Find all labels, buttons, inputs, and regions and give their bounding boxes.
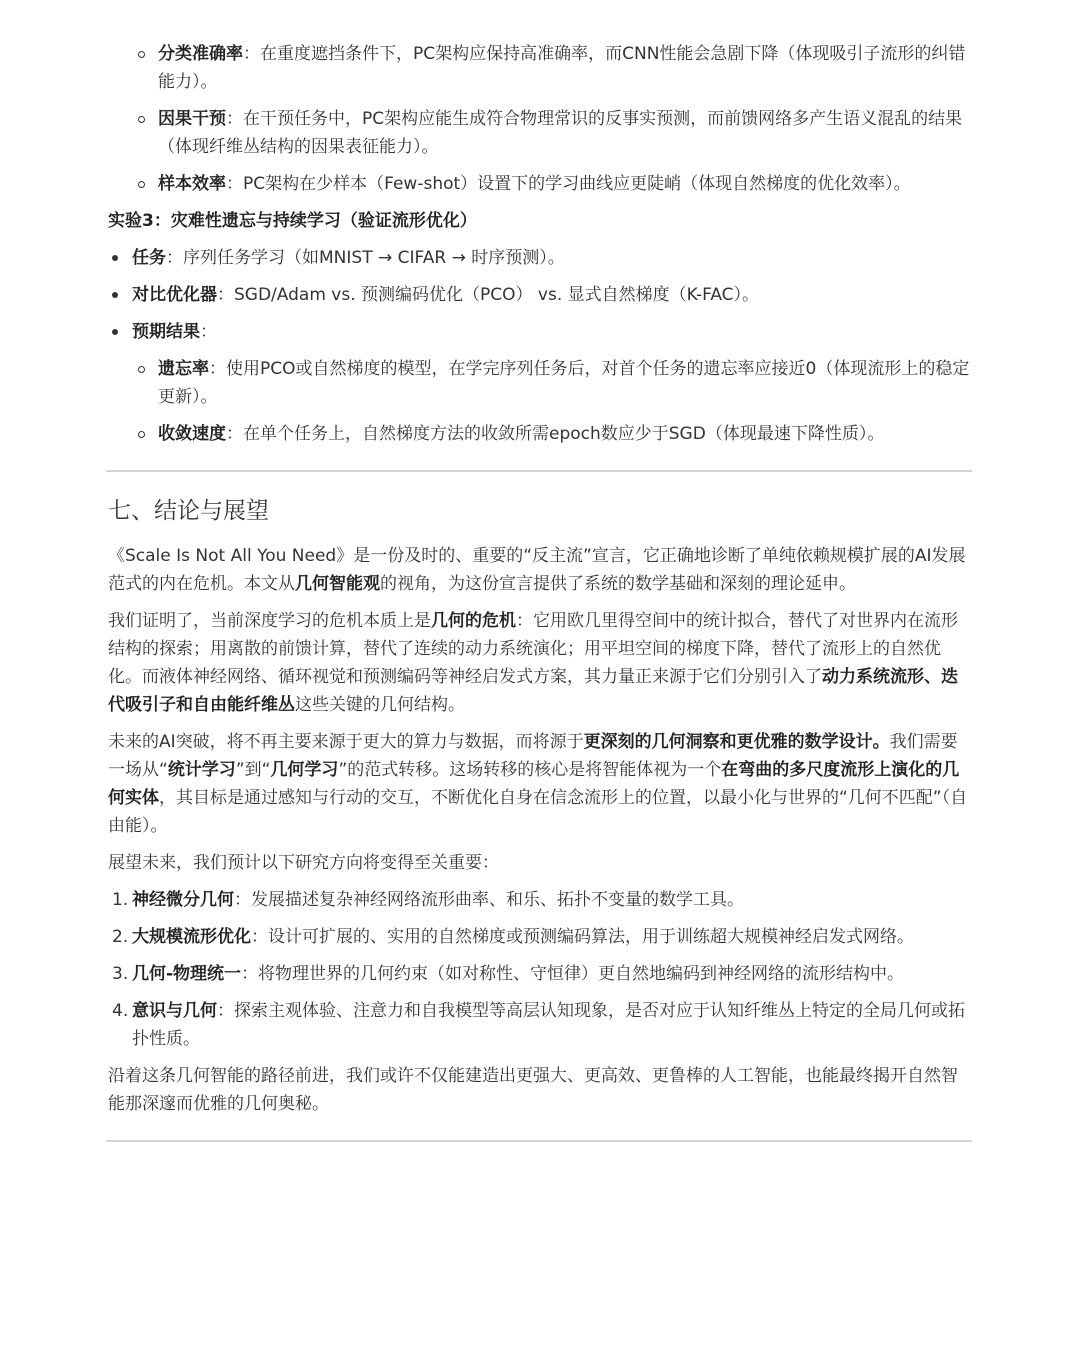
list-item xyxy=(108,960,970,988)
term: 大规模流形优化 xyxy=(132,927,251,947)
list-item xyxy=(108,170,970,198)
item-number: 4. xyxy=(112,1001,129,1021)
list-item xyxy=(108,105,970,161)
exp2-results-list xyxy=(108,40,970,198)
item-text: ：在重度遮挡条件下，PC架构应保持高准确率，而CNN性能会急剧下降（体现吸引子流形的纠错能力）。 xyxy=(158,44,966,92)
item-text: ：使用PCO或自然梯度的模型，在学完序列任务后，对首个任务的遗忘率应接近0（体现流形上的稳定更新）。 xyxy=(158,359,970,407)
list-item xyxy=(108,244,970,272)
term: 收敛速度 xyxy=(158,424,226,444)
item-number: 1. xyxy=(112,890,129,910)
experiment-3-list xyxy=(108,244,970,448)
document-page xyxy=(108,40,970,1164)
item-text: ： xyxy=(200,322,217,342)
term: 分类准确率 xyxy=(158,44,243,64)
list-item xyxy=(108,923,970,951)
paragraph: 《Scale Is Not All You Need》是一份及时的、重要的“反主流”宣言，它正确地诊断了单纯依赖规模扩展的AI发展范式的内在危机。本文从几何智能观的视角，为这份宣言提供了系统的数学基础和深刻的理论延申。 xyxy=(108,546,966,594)
item-text: ：设计可扩展的、实用的自然梯度或预测编码算法，用于训练超大规模神经启发式网络。 xyxy=(251,927,914,947)
term: 遗忘率 xyxy=(158,359,209,379)
term: 因果干预 xyxy=(158,109,226,129)
item-text: ：在单个任务上，自然梯度方法的收敛所需epoch数应少于SGD（体现最速下降性质）。 xyxy=(226,424,885,444)
list-item xyxy=(108,281,970,309)
exp3-results-list xyxy=(132,355,970,448)
section-heading: 七、结论与展望 xyxy=(108,498,269,524)
list-item xyxy=(108,997,970,1053)
item-text: ：SGD/Adam vs. 预测编码优化（PCO） vs. 显式自然梯度（K-FAC）。 xyxy=(217,285,760,305)
term: 意识与几何 xyxy=(132,1001,217,1021)
paragraph: 沿着这条几何智能的路径前进，我们或许不仅能建造出更强大、更高效、更鲁棒的人工智能，也能最终揭开自然智能那深邃而优雅的几何奥秘。 xyxy=(108,1066,958,1114)
paragraph: 我们证明了，当前深度学习的危机本质上是几何的危机：它用欧几里得空间中的统计拟合，替代了对世界内在流形结构的探索；用离散的前馈计算，替代了连续的动力系统演化；用平坦空间的梯度下降，替代了流形上的自然优化。而液体神经网络、循环视觉和预测编码等神经启发式方案，其力量正来源于它们分别引入了动力系统流形、迭代吸引子和自由能纤维丛这些关键的几何结构。 xyxy=(108,611,958,715)
section-divider xyxy=(106,1140,972,1142)
item-text: ：探索主观体验、注意力和自我模型等高层认知现象，是否对应于认知纤维丛上特定的全局几何或拓扑性质。 xyxy=(132,1001,965,1049)
list-item xyxy=(108,886,970,914)
term: 对比优化器 xyxy=(132,285,217,305)
item-number: 3. xyxy=(112,964,129,984)
term: 预期结果 xyxy=(132,322,200,342)
list-item xyxy=(132,355,970,411)
list-item xyxy=(108,318,970,448)
term: 神经微分几何 xyxy=(132,890,234,910)
item-text: ：PC架构在少样本（Few-shot）设置下的学习曲线应更陡峭（体现自然梯度的优化效率）。 xyxy=(226,174,911,194)
term: 几何-物理统一 xyxy=(132,964,242,984)
item-text: ：发展描述复杂神经网络流形曲率、和乐、拓扑不变量的数学工具。 xyxy=(234,890,744,910)
item-text: ：将物理世界的几何约束（如对称性、守恒律）更自然地编码到神经网络的流形结构中。 xyxy=(241,964,905,984)
paragraph: 展望未来，我们预计以下研究方向将变得至关重要： xyxy=(108,853,499,873)
paragraph: 未来的AI突破，将不再主要来源于更大的算力与数据，而将源于更深刻的几何洞察和更优雅的数学设计。我们需要一场从“统计学习”到“几何学习”的范式转移。这场转移的核心是将智能体视为一个在弯曲的多尺度流形上演化的几何实体，其目标是通过感知与行动的交互，不断优化自身在信念流形上的位置，以最小化与世界的“几何不匹配”（自由能）。 xyxy=(108,732,968,836)
experiment-3-title: 实验3：灾难性遗忘与持续学习（验证流形优化） xyxy=(108,211,477,231)
term: 任务 xyxy=(132,248,166,268)
item-text: ：序列任务学习（如MNIST → CIFAR → 时序预测）。 xyxy=(166,248,565,268)
list-item xyxy=(108,40,970,96)
term: 样本效率 xyxy=(158,174,226,194)
section-divider xyxy=(106,470,972,472)
research-directions-list xyxy=(108,886,970,1053)
item-number: 2. xyxy=(112,927,129,947)
list-item xyxy=(132,420,970,448)
item-text: ：在干预任务中，PC架构应能生成符合物理常识的反事实预测，而前馈网络多产生语义混乱的结果（体现纤维丛结构的因果表征能力）。 xyxy=(158,109,963,157)
